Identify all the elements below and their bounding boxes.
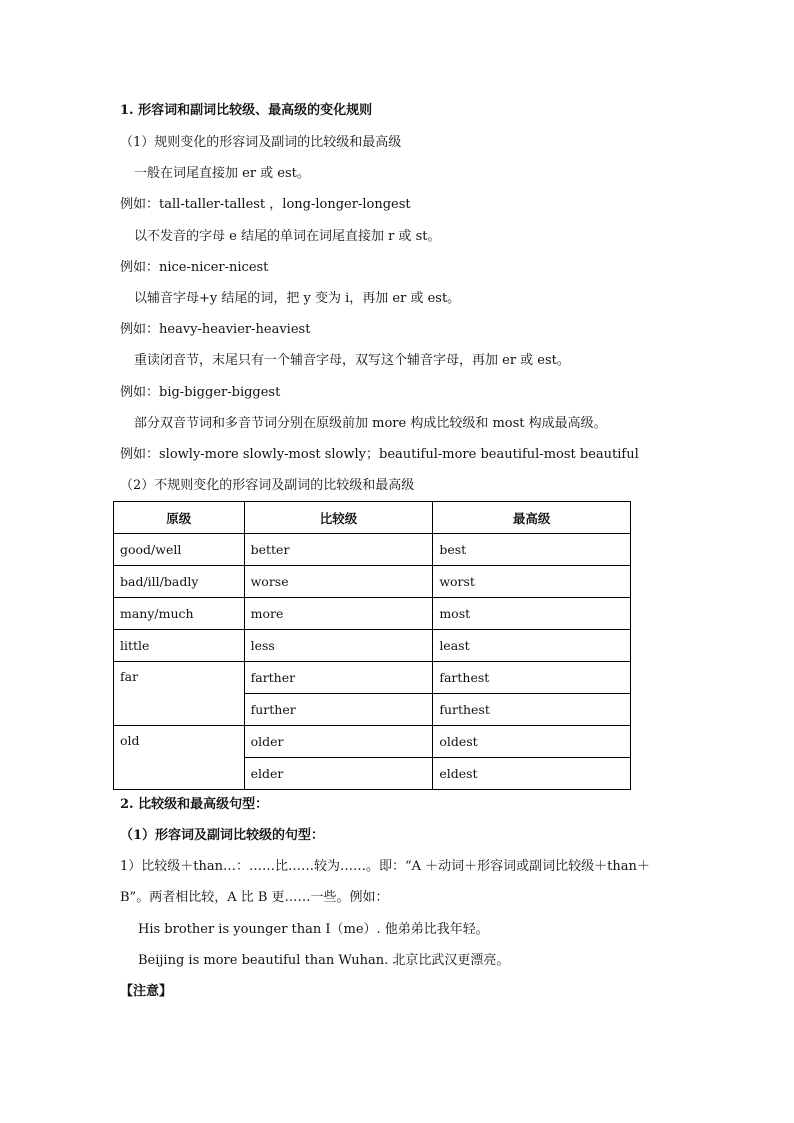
section1-sub1-title: （1）规则变化的形容词及副词的比较级和最高级 [120,135,402,150]
irregular-forms-table [113,501,631,790]
rule-2: 以不发音的字母 e 结尾的单词在词尾直接加 r 或 st。 [134,229,441,244]
table-row [114,630,631,662]
cell-comparative: more [244,598,433,630]
example-4: 例如：big-bigger-biggest [120,385,281,400]
cell-superlative: most [433,598,631,630]
pattern-line-2: B”。两者相比较，A 比 B 更……一些。例如： [120,890,389,905]
cell-base: many/much [114,598,245,630]
rule-3: 以辅音字母+y 结尾的词，把 y 变为 i，再加 er 或 est。 [134,291,461,306]
cell-superlative: furthest [433,694,631,726]
table-row [114,534,631,566]
example-sentence-2: Beijing is more beautiful than Wuhan. 北京比武汉更漂亮。 [138,953,510,968]
cell-superlative: eldest [433,758,631,790]
example-sentence-1: His brother is younger than I（me）. 他弟弟比我年轻。 [138,922,489,937]
cell-comparative: less [244,630,433,662]
pattern-line-1: 1）比较级＋than…：……比……较为……。即：“A ＋动词＋形容词或副词比较级＋than＋ [120,859,650,874]
section1-sub2-title: （2）不规则变化的形容词及副词的比较级和最高级 [120,478,415,493]
cell-comparative: older [244,726,433,758]
table-row [114,566,631,598]
header-comparative: 比较级 [244,502,433,534]
rule-5: 部分双音节词和多音节词分别在原级前加 more 构成比较级和 most 构成最高级。 [134,416,607,431]
section2-sub1-title: （1）形容词及副词比较级的句型： [120,828,325,843]
section2-heading: 2. 比较级和最高级句型： [120,797,269,812]
example-1: 例如：tall-taller-tallest ，long-longer-longest [120,197,411,212]
header-base: 原级 [114,502,245,534]
rule-1: 一般在词尾直接加 er 或 est。 [134,166,310,181]
cell-comparative: further [244,694,433,726]
note-heading: 【注意】 [120,984,173,999]
rule-4: 重读闭音节，末尾只有一个辅音字母，双写这个辅音字母，再加 er 或 est。 [134,353,570,368]
cell-base: little [114,630,245,662]
table-header-row [114,502,631,534]
cell-superlative: worst [433,566,631,598]
cell-base: old [114,726,245,790]
table-row [114,662,631,694]
cell-comparative: worse [244,566,433,598]
example-3: 例如：heavy-heavier-heaviest [120,322,311,337]
header-superlative: 最高级 [433,502,631,534]
cell-comparative: farther [244,662,433,694]
cell-superlative: least [433,630,631,662]
table-row [114,598,631,630]
cell-comparative: elder [244,758,433,790]
cell-base: bad/ill/badly [114,566,245,598]
cell-superlative: oldest [433,726,631,758]
cell-superlative: farthest [433,662,631,694]
cell-superlative: best [433,534,631,566]
example-2: 例如：nice-nicer-nicest [120,260,269,275]
cell-base: good/well [114,534,245,566]
cell-comparative: better [244,534,433,566]
cell-base: far [114,662,245,726]
table-row [114,726,631,758]
section1-heading: 1. 形容词和副词比较级、最高级的变化规则 [120,103,373,118]
example-5: 例如：slowly-more slowly-most slowly；beautiful-more beautiful-most beautiful [120,447,639,462]
